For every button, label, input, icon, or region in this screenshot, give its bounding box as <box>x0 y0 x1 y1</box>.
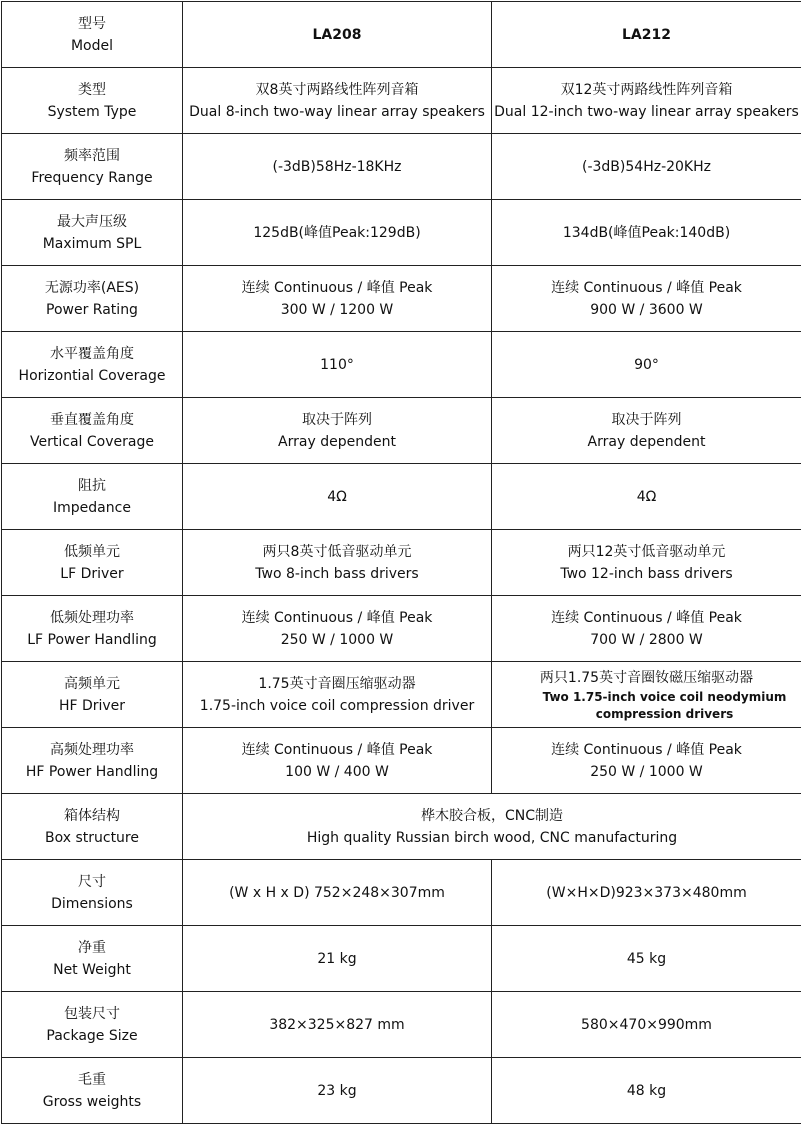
value-line: Dual 12-inch two-way linear array speakers <box>494 101 799 123</box>
spec-row <box>2 530 801 596</box>
value-line: 连续 Continuous / 峰值 Peak <box>494 277 799 299</box>
value-cell <box>183 398 492 464</box>
value-line: 1.75-inch voice coil compression driver <box>185 695 489 717</box>
value-line: 两只8英寸低音驱动单元 <box>185 541 489 563</box>
label-en: Model <box>4 35 180 57</box>
value-line: 134dB(峰值Peak:140dB) <box>494 222 799 244</box>
value-cell <box>183 662 492 728</box>
value-line: 45 kg <box>494 948 799 970</box>
value-line: 21 kg <box>185 948 489 970</box>
value-line: 23 kg <box>185 1080 489 1102</box>
value-cell <box>183 134 492 200</box>
spec-row <box>2 200 801 266</box>
value-line: 4Ω <box>185 486 489 508</box>
label-cell <box>2 530 183 596</box>
label-cell <box>2 992 183 1058</box>
value-line: (W x H x D) 752×248×307mm <box>185 882 489 904</box>
label-cell <box>2 68 183 134</box>
spec-row <box>2 332 801 398</box>
value-line: 连续 Continuous / 峰值 Peak <box>185 739 489 761</box>
value-cell <box>183 464 492 530</box>
model-label-cell <box>2 2 183 68</box>
value-line: 桦木胶合板，CNC制造 <box>185 805 799 827</box>
value-line: 取决于阵列 <box>185 409 489 431</box>
label-en: Horizontial Coverage <box>4 365 180 387</box>
label-en: Power Rating <box>4 299 180 321</box>
value-cell <box>492 926 801 992</box>
value-line: 连续 Continuous / 峰值 Peak <box>494 739 799 761</box>
label-en: LF Driver <box>4 563 180 585</box>
value-cell <box>183 332 492 398</box>
spec-table <box>1 1 801 1124</box>
label-cell <box>2 596 183 662</box>
label-en: Dimensions <box>4 893 180 915</box>
label-zh: 包装尺寸 <box>4 1003 180 1025</box>
value-cell <box>492 200 801 266</box>
label-en: Net Weight <box>4 959 180 981</box>
label-cell <box>2 860 183 926</box>
value-line: Array dependent <box>494 431 799 453</box>
spec-row <box>2 464 801 530</box>
label-en: Vertical Coverage <box>4 431 180 453</box>
label-cell <box>2 794 183 860</box>
label-zh: 净重 <box>4 937 180 959</box>
value-cell <box>492 992 801 1058</box>
value-line: 700 W / 2800 W <box>494 629 799 651</box>
label-cell <box>2 200 183 266</box>
spec-row <box>2 794 801 860</box>
spec-row <box>2 926 801 992</box>
model-name-cell <box>183 2 492 68</box>
value-line: 250 W / 1000 W <box>185 629 489 651</box>
spec-row <box>2 662 801 728</box>
spec-row <box>2 860 801 926</box>
label-cell <box>2 464 183 530</box>
value-cell <box>183 926 492 992</box>
label-zh: 高频处理功率 <box>4 739 180 761</box>
value-line: 两只12英寸低音驱动单元 <box>494 541 799 563</box>
model-name: LA208 <box>313 27 362 43</box>
value-line: (-3dB)58Hz-18KHz <box>185 156 489 178</box>
value-line: 两只1.75英寸音圈钕磁压缩驱动器 <box>494 667 799 689</box>
value-cell <box>492 728 801 794</box>
label-zh: 无源功率(AES) <box>4 277 180 299</box>
value-line: 连续 Continuous / 峰值 Peak <box>185 277 489 299</box>
value-cell <box>183 200 492 266</box>
value-line: (W×H×D)923×373×480mm <box>494 882 799 904</box>
value-cell <box>492 596 801 662</box>
value-line: 连续 Continuous / 峰值 Peak <box>185 607 489 629</box>
value-line: 900 W / 3600 W <box>494 299 799 321</box>
value-line: 双8英寸两路线性阵列音箱 <box>185 79 489 101</box>
label-cell <box>2 1058 183 1124</box>
label-zh: 类型 <box>4 79 180 101</box>
spec-row <box>2 728 801 794</box>
label-cell <box>2 926 183 992</box>
value-line: 300 W / 1200 W <box>185 299 489 321</box>
spec-row <box>2 1058 801 1124</box>
value-line: 580×470×990mm <box>494 1014 799 1036</box>
merged-value-cell <box>183 794 801 860</box>
value-cell <box>183 1058 492 1124</box>
spec-row <box>2 68 801 134</box>
value-cell <box>183 860 492 926</box>
value-line: 4Ω <box>494 486 799 508</box>
value-cell <box>183 992 492 1058</box>
label-cell <box>2 728 183 794</box>
value-line: 382×325×827 mm <box>185 1014 489 1036</box>
value-line: 48 kg <box>494 1080 799 1102</box>
value-line: Dual 8-inch two-way linear array speakers <box>185 101 489 123</box>
label-en: Package Size <box>4 1025 180 1047</box>
label-en: HF Driver <box>4 695 180 717</box>
label-en: Frequency Range <box>4 167 180 189</box>
value-cell <box>183 530 492 596</box>
value-cell <box>183 596 492 662</box>
value-cell <box>492 266 801 332</box>
spec-row <box>2 134 801 200</box>
label-en: Gross weights <box>4 1091 180 1113</box>
label-zh: 最大声压级 <box>4 211 180 233</box>
label-cell <box>2 398 183 464</box>
value-line: 110° <box>185 354 489 376</box>
value-line: 90° <box>494 354 799 376</box>
value-line: 250 W / 1000 W <box>494 761 799 783</box>
value-line: High quality Russian birch wood, CNC manufacturing <box>185 827 799 849</box>
label-zh: 型号 <box>4 13 180 35</box>
label-zh: 箱体结构 <box>4 805 180 827</box>
spec-row <box>2 266 801 332</box>
label-zh: 高频单元 <box>4 673 180 695</box>
value-cell <box>492 662 801 728</box>
label-zh: 阻抗 <box>4 475 180 497</box>
label-cell <box>2 134 183 200</box>
label-zh: 频率范围 <box>4 145 180 167</box>
value-line: (-3dB)54Hz-20KHz <box>494 156 799 178</box>
value-cell <box>492 464 801 530</box>
label-en: Box structure <box>4 827 180 849</box>
model-name-cell <box>492 2 801 68</box>
value-line: 125dB(峰值Peak:129dB) <box>185 222 489 244</box>
header-row <box>2 2 801 68</box>
value-line: Array dependent <box>185 431 489 453</box>
value-cell <box>492 134 801 200</box>
value-line: Two 12-inch bass drivers <box>494 563 799 585</box>
value-cell <box>183 68 492 134</box>
value-cell <box>492 398 801 464</box>
value-cell <box>183 728 492 794</box>
model-name: LA212 <box>622 27 671 43</box>
value-cell <box>492 530 801 596</box>
label-en: System Type <box>4 101 180 123</box>
label-zh: 低频单元 <box>4 541 180 563</box>
value-cell <box>492 332 801 398</box>
value-line: 取决于阵列 <box>494 409 799 431</box>
label-en: Maximum SPL <box>4 233 180 255</box>
label-cell <box>2 662 183 728</box>
label-zh: 尺寸 <box>4 871 180 893</box>
label-zh: 水平覆盖角度 <box>4 343 180 365</box>
value-line: Two 8-inch bass drivers <box>185 563 489 585</box>
label-en: Impedance <box>4 497 180 519</box>
value-line: 双12英寸两路线性阵列音箱 <box>494 79 799 101</box>
spec-row <box>2 992 801 1058</box>
label-cell <box>2 332 183 398</box>
spec-row <box>2 596 801 662</box>
value-line: 连续 Continuous / 峰值 Peak <box>494 607 799 629</box>
value-cell <box>492 860 801 926</box>
label-en: LF Power Handling <box>4 629 180 651</box>
label-cell <box>2 266 183 332</box>
value-line: 100 W / 400 W <box>185 761 489 783</box>
value-line: 1.75英寸音圈压缩驱动器 <box>185 673 489 695</box>
value-cell <box>492 1058 801 1124</box>
value-cell <box>183 266 492 332</box>
label-en: HF Power Handling <box>4 761 180 783</box>
value-line: Two 1.75-inch voice coil neodymium compression drivers <box>494 689 799 723</box>
label-zh: 毛重 <box>4 1069 180 1091</box>
spec-row <box>2 398 801 464</box>
value-cell <box>492 68 801 134</box>
label-zh: 低频处理功率 <box>4 607 180 629</box>
label-zh: 垂直覆盖角度 <box>4 409 180 431</box>
